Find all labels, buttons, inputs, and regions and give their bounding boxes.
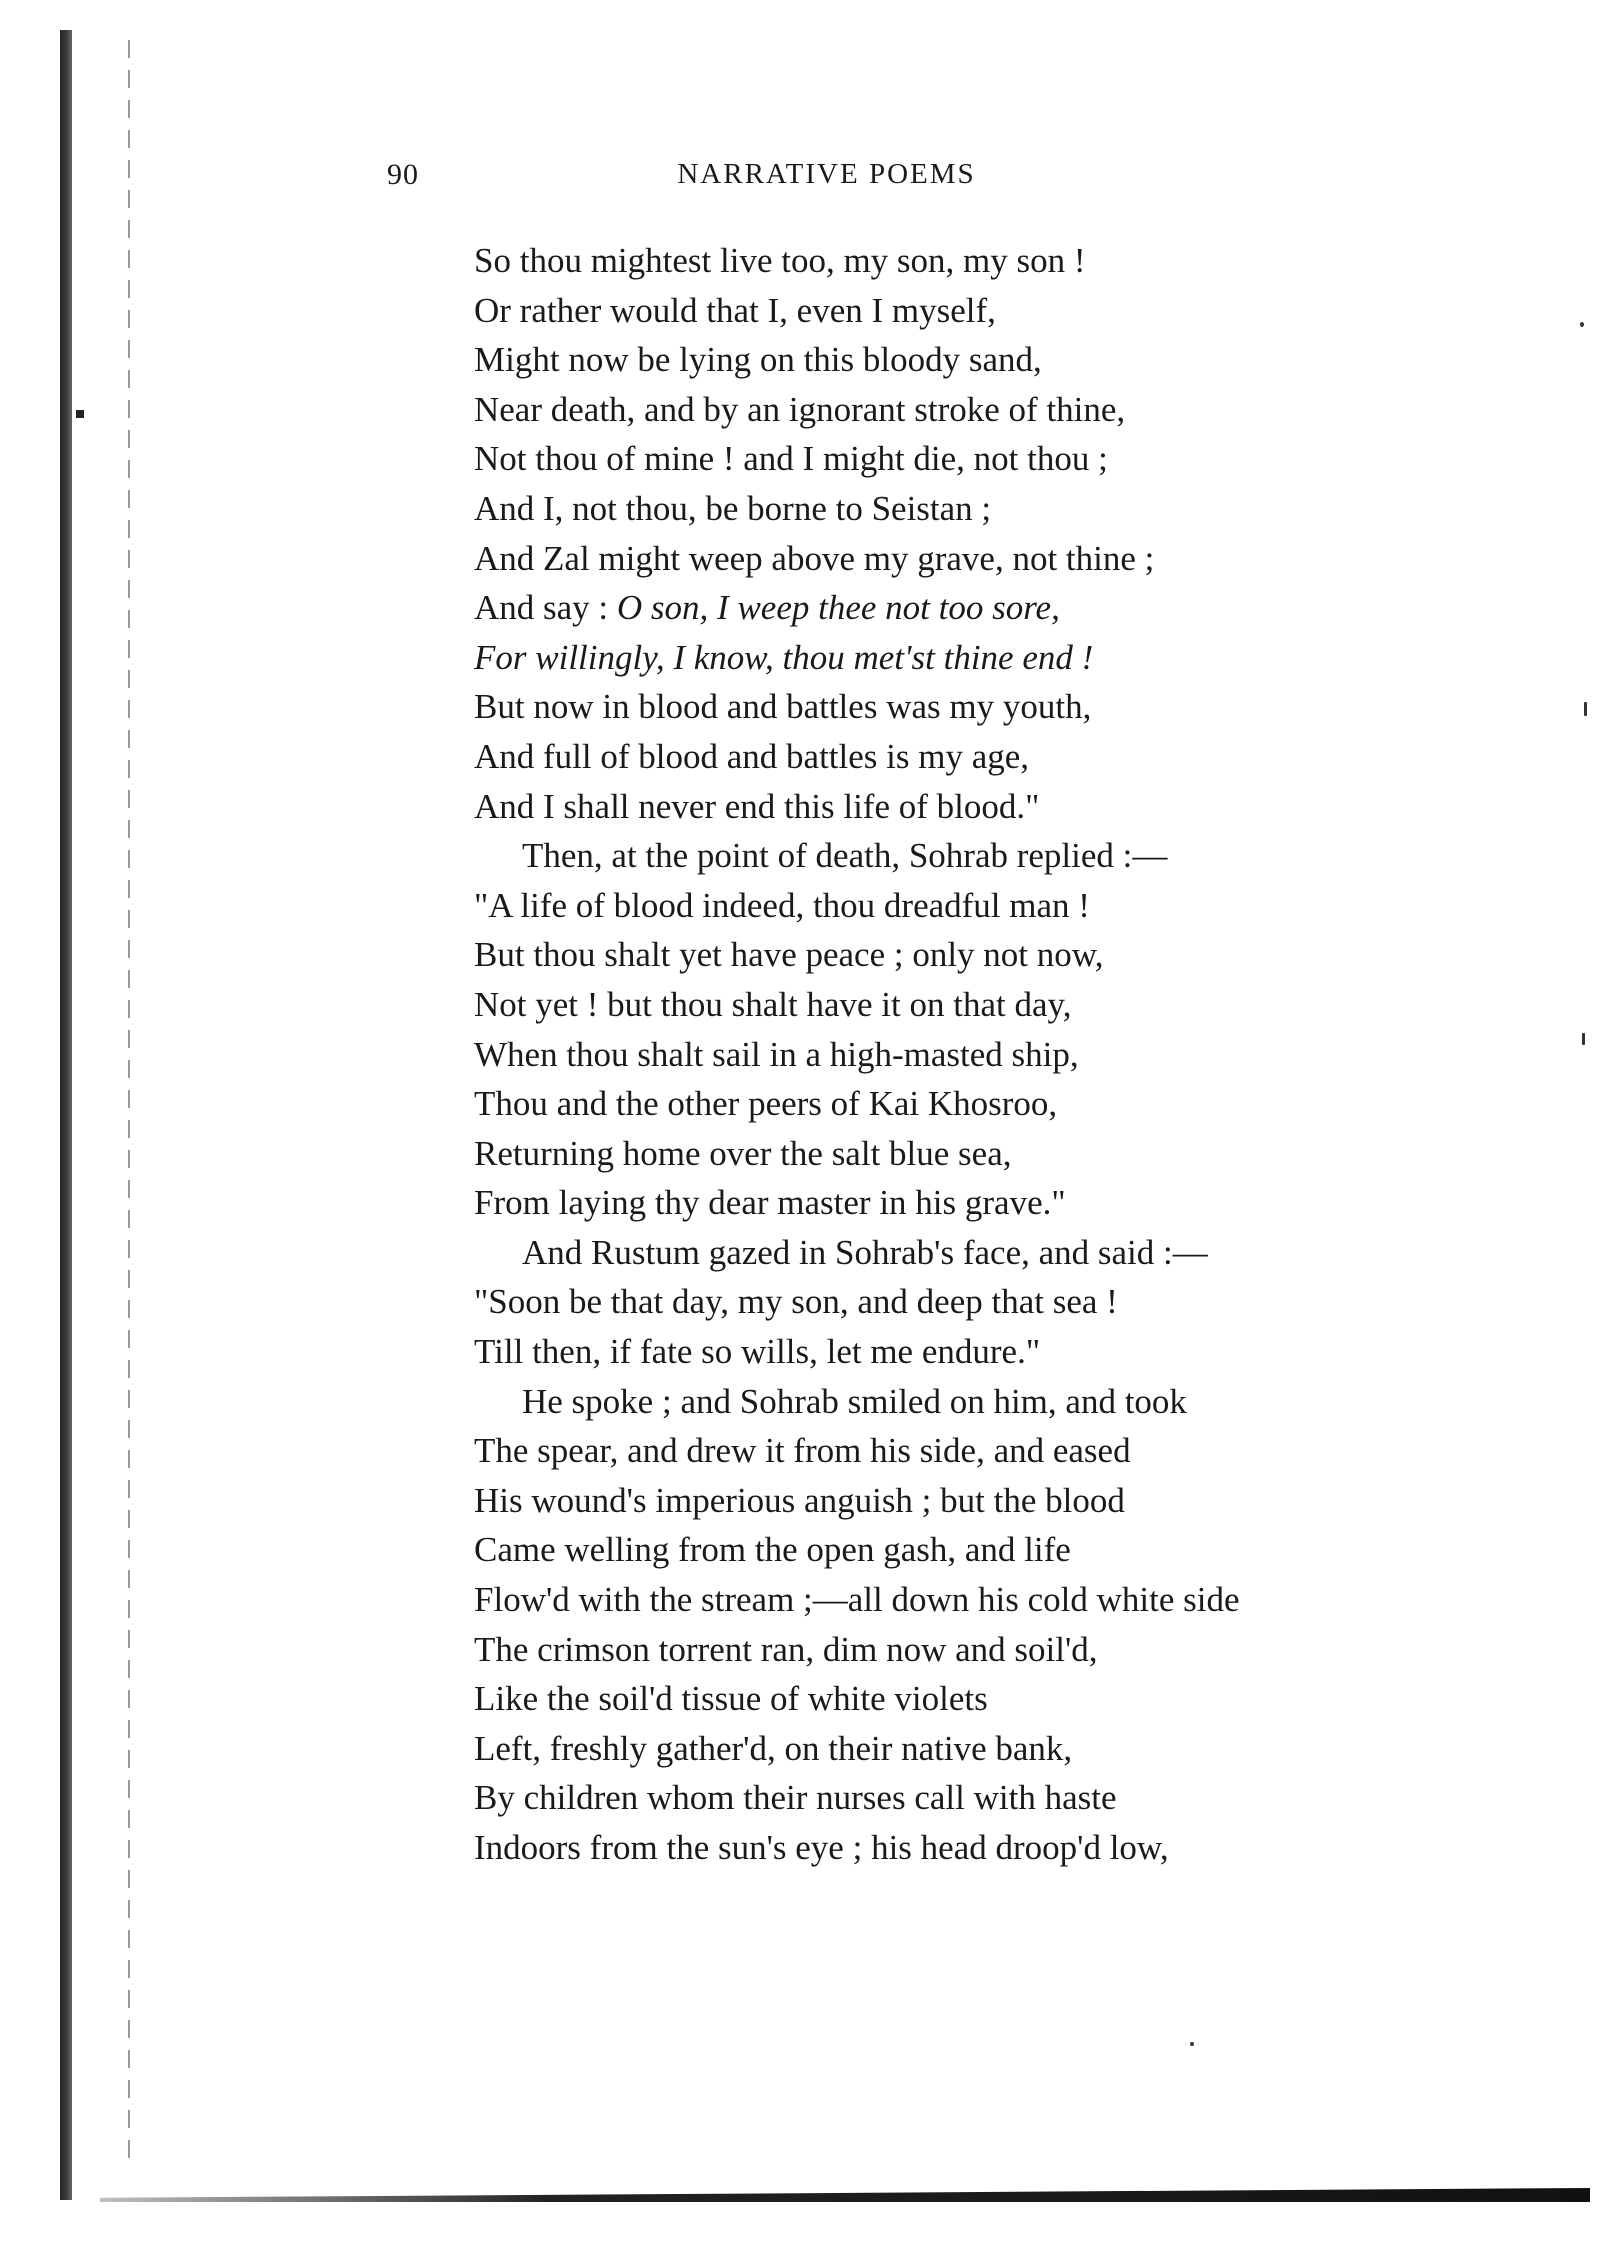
poem-line (474, 1327, 1514, 1377)
line-text: When thou shalt sail in a high-masted ship, (474, 1034, 1079, 1074)
line-italic-text: For willingly, I know, thou met'st thine end ! (474, 637, 1094, 677)
poem-line (474, 1525, 1514, 1575)
poem-line (474, 831, 1514, 881)
poem-line (474, 385, 1514, 435)
line-text: But now in blood and battles was my youth, (474, 687, 1092, 727)
page-header (0, 158, 1623, 198)
poem-line (474, 1674, 1514, 1724)
poem-line (474, 633, 1514, 683)
line-text: Near death, and by an ignorant stroke of thine, (474, 389, 1126, 429)
running-head: NARRATIVE POEMS (677, 158, 976, 190)
line-text: But thou shalt yet have peace ; only not now, (474, 935, 1104, 975)
line-text: Came welling from the open gash, and life (474, 1530, 1071, 1570)
poem-line (474, 434, 1514, 484)
poem-line (474, 682, 1514, 732)
poem-line (474, 1426, 1514, 1476)
gutter-edge (128, 40, 130, 2160)
line-text: And I shall never end this life of blood." (474, 786, 1040, 826)
line-text: Returning home over the salt blue sea, (474, 1133, 1012, 1173)
poem-line (474, 782, 1514, 832)
line-text: And full of blood and battles is my age, (474, 736, 1030, 776)
speck (1584, 702, 1587, 716)
line-text: The spear, and drew it from his side, and eased (474, 1431, 1131, 1471)
poem-line (474, 1079, 1514, 1129)
line-text: His wound's imperious anguish ; but the blood (474, 1480, 1125, 1520)
speck (1190, 2042, 1194, 2046)
poem-line (474, 1277, 1514, 1327)
poem-line (474, 583, 1514, 633)
line-text: Indoors from the sun's eye ; his head droop'd low, (474, 1828, 1169, 1867)
poem-text (474, 236, 1514, 1873)
line-text: Till then, if fate so wills, let me endure." (474, 1332, 1041, 1372)
line-text: The crimson torrent ran, dim now and soil'd, (474, 1629, 1098, 1669)
line-text: From laying thy dear master in his grave." (474, 1183, 1066, 1223)
poem-line (474, 1129, 1514, 1179)
line-text: And Zal might weep above my grave, not thine ; (474, 538, 1155, 578)
line-text: And I, not thou, be borne to Seistan ; (474, 488, 992, 528)
poem-line (474, 1377, 1514, 1427)
line-text: "A life of blood indeed, thou dreadful man ! (474, 885, 1090, 925)
line-text: Not thou of mine ! and I might die, not thou ; (474, 439, 1108, 479)
binding-shadow (60, 30, 72, 2200)
poem-line (474, 484, 1514, 534)
speck (1580, 322, 1584, 327)
line-text: Or rather would that I, even I myself, (474, 290, 996, 330)
poem-line (474, 980, 1514, 1030)
page-number: 90 (387, 158, 419, 191)
line-text: "Soon be that day, my son, and deep that sea ! (474, 1282, 1118, 1322)
line-italic-text: O son, I weep thee not too sore, (616, 588, 1060, 628)
poem-line (474, 1773, 1514, 1823)
poem-line (474, 534, 1514, 584)
poem-line (474, 930, 1514, 980)
poem-line (474, 881, 1514, 931)
line-text: He spoke ; and Sohrab smiled on him, and took (522, 1381, 1187, 1421)
poem-line (474, 1178, 1514, 1228)
line-text: Like the soil'd tissue of white violets (474, 1679, 988, 1719)
line-prefix: And say : (474, 588, 617, 628)
poem-line (474, 732, 1514, 782)
line-text: Left, freshly gather'd, on their native bank, (474, 1728, 1073, 1768)
poem-line (474, 1476, 1514, 1526)
line-text: Then, at the point of death, Sohrab replied :— (522, 836, 1168, 876)
poem-line (474, 1724, 1514, 1774)
line-text: And Rustum gazed in Sohrab's face, and said :— (522, 1232, 1208, 1272)
speck (1582, 1033, 1585, 1045)
line-text: Flow'd with the stream ;—all down his cold white side (474, 1580, 1240, 1620)
poem-line (474, 335, 1514, 385)
poem-line (474, 286, 1514, 336)
poem-line (474, 1030, 1514, 1080)
poem-line (474, 1625, 1514, 1675)
line-text: Might now be lying on this bloody sand, (474, 340, 1042, 380)
line-text: Thou and the other peers of Kai Khosroo, (474, 1084, 1058, 1124)
binding-speck (76, 410, 84, 418)
bottom-edge-shadow (100, 2188, 1590, 2202)
line-text: So thou mightest live too, my son, my son ! (474, 241, 1086, 280)
poem-line (474, 236, 1514, 286)
poem-line (474, 1228, 1514, 1278)
poem-line (474, 1575, 1514, 1625)
line-text: By children whom their nurses call with haste (474, 1778, 1117, 1818)
line-text: Not yet ! but thou shalt have it on that day, (474, 984, 1072, 1024)
poem-line (474, 1823, 1514, 1873)
